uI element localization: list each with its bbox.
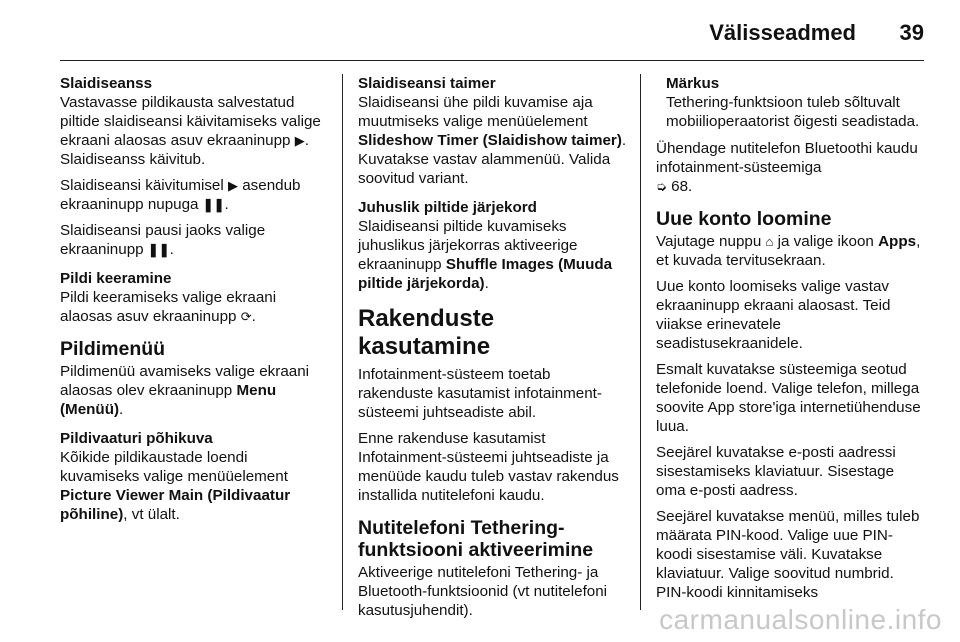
paragraph: Infotainment-süsteem toetab rakenduste kasutamist infotainment-süsteemi juhtseadiste abil. <box>358 366 602 421</box>
paragraph: Seejärel kuvatakse menüü, milles tuleb määrata PIN-kood. Valige uue PIN-koodi sisestamise väli. Kuvatakse klaviatuur. Valige soovitud numbrid. PIN-koodi kinnitamiseks <box>656 508 920 601</box>
note-box <box>656 74 926 131</box>
note-text: Tethering-funktsioon tuleb sõltuvalt mobiilioperaatorist õigesti seadistada. <box>666 94 920 130</box>
column-1 <box>60 74 330 531</box>
section-heading: Slaidiseansi taimer <box>358 75 496 92</box>
rotate-icon: ⟳ <box>240 309 252 324</box>
page-number: 39 <box>899 20 924 45</box>
play-icon: ▶ <box>294 133 305 148</box>
pause-icon: ❚❚ <box>147 242 170 257</box>
paragraph: Pildi keeramiseks valige ekraani alaosas asuv ekraaninupp ⟳. <box>60 289 277 325</box>
paragraph: Esmalt kuvatakse süsteemiga seotud telefonide loend. Valige telefon, millega soovite App store'iga internetiühenduse luua. <box>656 361 921 435</box>
page-title: Välisseadmed <box>709 20 856 45</box>
column-divider <box>640 74 641 610</box>
column-divider <box>342 74 343 610</box>
note-title: Märkus <box>666 75 720 92</box>
page-reference-icon: ➭ <box>656 179 667 194</box>
home-icon: ⌂ <box>765 234 774 249</box>
paragraph: Uue konto loomiseks valige vastav ekraaninupp ekraani alaosast. Teid viiakse erinevatele seadistusekraanidele. <box>656 278 891 352</box>
watermark: carmanualsonline.info <box>659 604 942 635</box>
section-title: Nutitelefoni Tethering-funktsiooni aktiveerimine <box>358 517 594 561</box>
paragraph: Slaidiseansi pausi jaoks valige ekraaninupp ❚❚. <box>60 222 266 258</box>
section-heading: Pildi keeramine <box>60 270 172 287</box>
section-heading: Juhuslik piltide järjekord <box>358 199 537 216</box>
page-header <box>60 14 924 61</box>
paragraph: Slaidiseansi käivitumisel ▶ asendub ekraaninupp nupuga ❚❚. <box>60 177 301 213</box>
column-2 <box>358 74 628 627</box>
section-heading: Pildivaaturi põhikuva <box>60 430 213 447</box>
play-icon: ▶ <box>228 178 238 193</box>
paragraph: Pildimenüü avamiseks valige ekraani alaosas olev ekraaninupp Menu (Menüü). <box>60 363 310 418</box>
paragraph: Slaidiseansi ühe pildi kuvamise aja muutmiseks valige menüüelement Slideshow Timer (Slaidishow taimer). Kuvatakse vastav alammenüü. Valida soovitud variant. <box>358 94 627 187</box>
paragraph: Ühendage nutitelefon Bluetoothi kaudu infotainment-süsteemiga ➭ 68. <box>656 140 918 195</box>
paragraph: Vastavasse pildikausta salvestatud piltide slaidiseansi käivitamiseks valige ekraani alaosas asuv ekraaninupp ▶. Slaidiseanss käivitub. <box>60 94 321 168</box>
section-heading: Slaidiseanss <box>60 75 153 92</box>
chapter-title: Rakenduste kasutamine <box>358 305 495 360</box>
paragraph: Slaidiseansi piltide kuvamiseks juhuslikus järjekorras aktiveerige ekraaninupp Shuffle Images (Muuda piltide järjekorda). <box>358 218 613 292</box>
column-3 <box>656 74 926 609</box>
paragraph: Enne rakenduse kasutamist Infotainment-süsteemi juhtseadiste ja menüüde kaudu tuleb vastav rakendus installida nutitelefoni kaudu. <box>358 430 619 504</box>
paragraph: Kõikide pildikaustade loendi kuvamiseks valige menüüelement Picture Viewer Main (Pildivaatur põhiline), vt ülalt. <box>60 449 291 523</box>
paragraph: Vajutage nuppu ⌂ ja valige ikoon Apps, et kuvada tervitusekraan. <box>656 233 921 269</box>
section-title: Pildimenüü <box>60 338 166 360</box>
section-title: Uue konto loomine <box>656 208 832 230</box>
paragraph: Seejärel kuvatakse e-posti aadressi sisestamiseks klaviatuur. Sisestage oma e-posti aadress. <box>656 444 896 499</box>
paragraph: Aktiveerige nutitelefoni Tethering- ja Bluetooth-funktsioonid (vt nutitelefoni kasutusjuhendit). <box>358 564 608 619</box>
pause-icon: ❚❚ <box>202 197 225 212</box>
